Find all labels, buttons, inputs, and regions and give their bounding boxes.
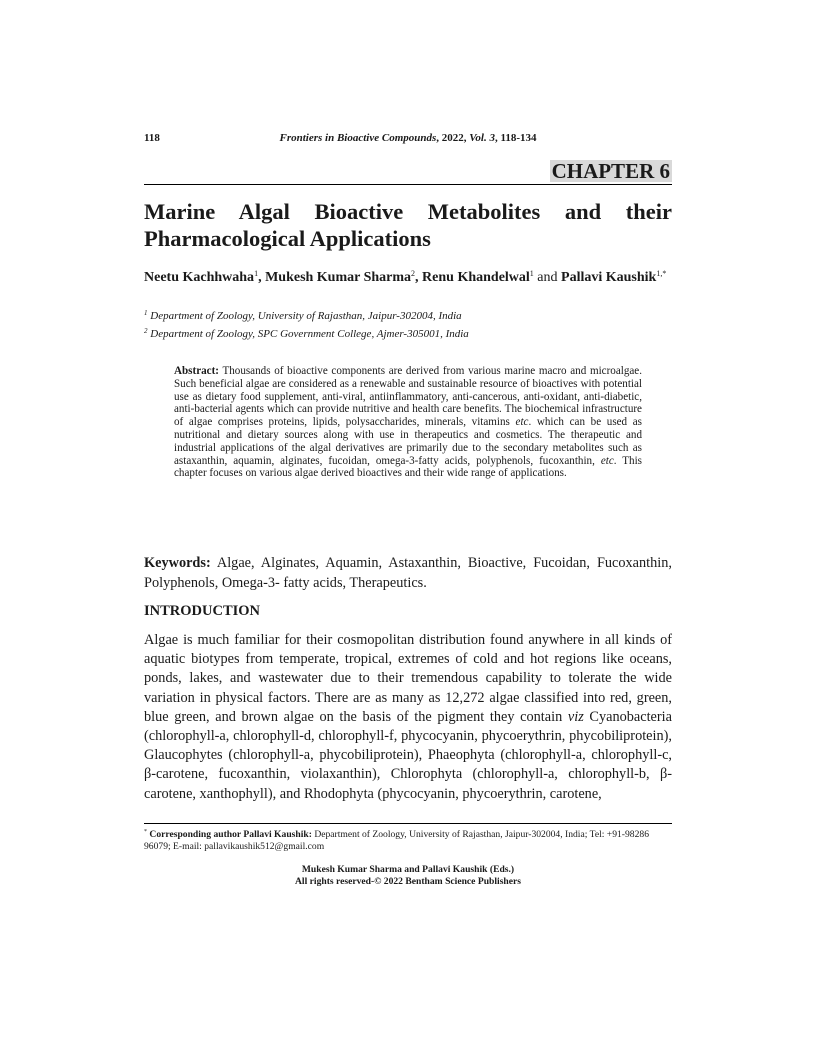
copyright-block bbox=[144, 864, 672, 888]
author-separator: , bbox=[258, 270, 266, 285]
footnote-mark: * bbox=[144, 829, 147, 835]
author-name: Mukesh Kumar Sharma bbox=[265, 270, 412, 285]
editors-line: Mukesh Kumar Sharma and Pallavi Kaushik (Eds.) bbox=[301, 864, 515, 875]
journal-volume: Vol. 3 bbox=[469, 132, 495, 144]
page-number: 118 bbox=[144, 132, 160, 144]
footnote-divider bbox=[144, 823, 672, 824]
author-list bbox=[144, 264, 672, 288]
abstract bbox=[174, 365, 642, 480]
paragraph-text: Algae is much familiar for their cosmopolitan distribution found anywhere in all kinds of aquatic biotypes from temperate, tropical, extremes of cold and hot regions like oceans, ponds, lakes, and wastewater due to their tremendous capability to tolerate the wide variation in physical factors. There are as many as 12,272 algae classified into red, green, blue green, and brown algae on the basis of the pigment they contain bbox=[144, 632, 672, 725]
author-name: Renu Khandelwal bbox=[422, 270, 530, 285]
keywords bbox=[144, 553, 672, 593]
abstract-text: . which can be used as nutritional and dietary sources along with use in therapeutics and cosmetics. The therapeutic and industrial applications of the algal derivatives are primarily due to the secondary metabolites such as astaxanthin, aquamin, alginates, fucoidan, omega-3-fatty acids, polyphenols, fucoxanthin, bbox=[174, 416, 642, 467]
abstract-text: . This chapter focuses on various algae derived bioactives and their wide range of applications. bbox=[174, 454, 642, 480]
paragraph-text: Cyanobacteria (chlorophyll-a, chlorophyll-d, chlorophyll-f, phycocyanin, phycoerythrin, phycobiliprotein), Glaucophytes (chlorophyll-a, phycobiliprotein), Phaeophyta (chlorophyll-a, chlorophyll-c, β-carotene, fucoxanthin, violaxanthin), Chlorophyta (chlorophyll-a, chlorophyll-b, β-carotene, xanthophyll), and Rhodophyta (phycocyanin, phycoerythrin, carotene, bbox=[144, 708, 672, 802]
author-separator: and bbox=[533, 270, 562, 285]
journal-citation bbox=[144, 132, 672, 144]
journal-pages: , 118-134 bbox=[494, 132, 537, 144]
paragraph-viz: viz bbox=[567, 708, 584, 725]
affiliation-mark: 2 bbox=[144, 327, 148, 335]
running-header bbox=[144, 132, 672, 148]
affiliation-mark: 1 bbox=[144, 309, 148, 317]
affiliation-text: Department of Zoology, SPC Government College, Ajmer-305001, India bbox=[150, 328, 469, 340]
author-separator: , bbox=[415, 270, 423, 285]
rights-line: All rights reserved-© 2022 Bentham Science Publishers bbox=[294, 876, 522, 887]
paper-title: Marine Algal Bioactive Metabolites and their Pharmacological Applications bbox=[144, 199, 672, 251]
footnote bbox=[144, 826, 672, 853]
author-name: Pallavi Kaushik bbox=[561, 270, 657, 285]
footnote-text: Department of Zoology, University of Rajasthan, Jaipur-302004, India; Tel: +91-98286 96079; E-mail: pallavikaushik512@gmail.com bbox=[144, 829, 649, 852]
author-affil-mark: 1 bbox=[254, 269, 259, 278]
abstract-text: Thousands of bioactive components are derived from various marine macro and microalgae. Such beneficial algae are considered as a renewable and sustainable resource of bioactives with potential use as dietary food supplement, anti-viral, antiinflammatory, anti-cancerous, anti-oxidant, anti-diabetic, anti-bacterial agents which can provide nutritive and health care benefits. The biochemical infrastructure of algae comprises proteins, lipids, polysaccharides, minerals, vitamins bbox=[174, 365, 642, 429]
keywords-label: Keywords: bbox=[144, 555, 211, 571]
affiliation-text: Department of Zoology, University of Rajasthan, Jaipur-302004, India bbox=[150, 310, 462, 322]
author-affil-mark: 1,* bbox=[656, 269, 667, 278]
abstract-etc: etc bbox=[515, 416, 529, 429]
journal-title: Frontiers in Bioactive Compounds bbox=[279, 132, 437, 144]
introduction-paragraph bbox=[144, 631, 672, 804]
abstract-label: Abstract: bbox=[174, 365, 219, 377]
chapter-banner bbox=[144, 158, 672, 185]
abstract-etc: etc bbox=[600, 454, 614, 467]
journal-year: , 2022, bbox=[436, 132, 470, 144]
chapter-label: CHAPTER 6 bbox=[551, 159, 670, 183]
author-affil-mark: 1 bbox=[529, 269, 534, 278]
affiliation bbox=[144, 324, 672, 341]
footnote-label: Corresponding author Pallavi Kaushik: bbox=[149, 829, 312, 840]
keywords-text: Algae, Alginates, Aquamin, Astaxanthin, Bioactive, Fucoidan, Fucoxanthin, Polyphenols, Omega-3- fatty acids, Therapeutics. bbox=[144, 555, 672, 591]
author-name: Neetu Kachhwaha bbox=[144, 270, 255, 285]
author-affil-mark: 2 bbox=[411, 269, 416, 278]
section-heading: INTRODUCTION bbox=[144, 603, 261, 619]
affiliation bbox=[144, 306, 672, 323]
